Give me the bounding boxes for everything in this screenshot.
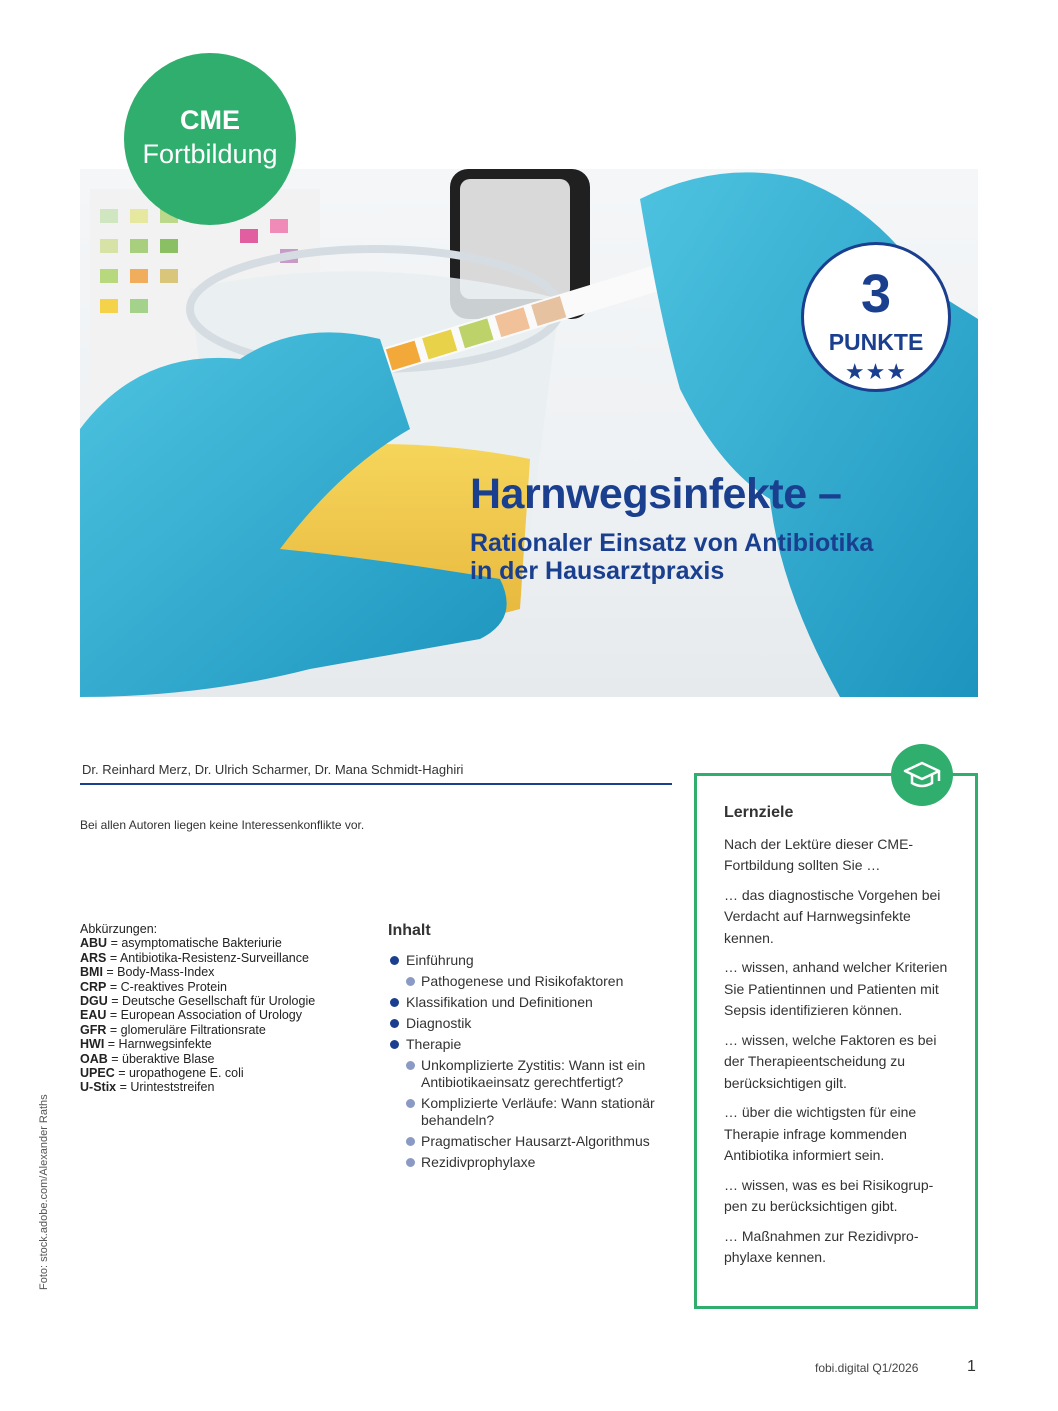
abbreviation-term: ARS <box>80 950 107 965</box>
abbreviations-heading: Abkürzungen: <box>80 922 158 936</box>
toc-item <box>388 1057 688 1091</box>
abbreviation-term: ABU <box>80 936 108 951</box>
points-badge <box>801 242 951 392</box>
article-title-block <box>470 470 873 585</box>
abbreviation-term: HWI <box>80 1037 105 1052</box>
toc-item <box>388 994 688 1011</box>
toc-item <box>388 973 688 990</box>
learning-objective: … wissen, was es bei Risikogruppen zu berücksichtigen gibt. <box>724 1176 934 1214</box>
cme-badge <box>124 53 296 225</box>
toc-item-label: Klassifikation und Definitionen <box>406 994 593 1010</box>
abbreviation-item <box>80 994 315 1008</box>
bullet-icon <box>406 1137 415 1146</box>
photo-credit: Foto: stock.adobe.com/Alexander Raths <box>38 1094 50 1290</box>
learning-objective: … über die wichtigsten für eine Therapie infrage kommenden Antibiotika informiert sein. <box>724 1104 917 1163</box>
abbreviation-term: GFR <box>80 1022 107 1037</box>
toc-item-label: Komplizierte Verläufe: Wann stationär behandeln? <box>421 1095 655 1128</box>
abbreviation-definition: = Body-Mass-Index <box>102 965 215 980</box>
abbreviation-item <box>80 1080 315 1094</box>
bullet-icon <box>406 977 415 986</box>
abbreviation-term: BMI <box>80 965 103 980</box>
toc-item <box>388 1095 688 1129</box>
bullet-icon <box>390 1040 399 1049</box>
table-of-contents <box>388 922 688 1175</box>
abbreviation-term: EAU <box>80 1008 107 1023</box>
toc-item-label: Unkomplizierte Zystitis: Wann ist ein Antibiotikaeinsatz gerechtfertigt? <box>421 1057 646 1090</box>
abbreviation-definition: = European Association of Urology <box>106 1008 303 1023</box>
toc-list <box>388 952 688 1171</box>
bullet-icon <box>390 956 399 965</box>
toc-item-label: Rezidivprophylaxe <box>421 1154 536 1170</box>
toc-item <box>388 1154 688 1171</box>
abbreviations <box>80 922 315 1095</box>
toc-item <box>388 1036 688 1053</box>
toc-item-label: Diagnostik <box>406 1015 472 1031</box>
article-subtitle <box>470 529 873 585</box>
points-label: PUNKTE <box>828 329 924 355</box>
abbreviation-definition: = Antibiotika-Resistenz-Surveillance <box>106 950 309 965</box>
bullet-icon <box>390 1019 399 1028</box>
article-title: Harnwegsinfekte – <box>470 470 842 518</box>
bullet-icon <box>406 1158 415 1167</box>
toc-item-label: Pragmatischer Hausarzt-Algorithmus <box>421 1133 650 1149</box>
toc-item-label: Einführung <box>406 952 474 968</box>
points-number: 3 <box>860 264 892 324</box>
bullet-icon <box>406 1061 415 1070</box>
cme-badge-line1: CME <box>180 105 240 135</box>
abbreviation-term: CRP <box>80 979 107 994</box>
learning-objective: … das diagnostische Vorgehen bei Verdacht auf Harnwegsinfekte kennen. <box>724 886 941 946</box>
abbreviation-item <box>80 980 315 994</box>
learning-objective: … wissen, anhand welcher Kriterien Sie Patientinnen und Patienten mit Sepsis identifizieren können. <box>724 959 948 1018</box>
abbreviation-definition: = uropathogene E. coli <box>114 1066 244 1081</box>
abbreviation-definition: = asymptomatische Bakteriurie <box>107 936 282 951</box>
abbreviation-definition: = C-reaktives Protein <box>106 979 227 994</box>
abbreviation-item <box>80 1052 315 1066</box>
learning-objectives <box>694 773 978 1309</box>
abbreviation-term: U-Stix <box>80 1080 117 1095</box>
toc-heading: Inhalt <box>388 922 431 939</box>
abbreviation-item <box>80 951 315 965</box>
footer-publication: fobi.digital Q1/2026 <box>815 1361 919 1375</box>
toc-item <box>388 1015 688 1032</box>
page-number: 1 <box>967 1358 976 1375</box>
abbreviation-item <box>80 1037 315 1051</box>
abbreviation-item <box>80 1066 315 1080</box>
abbreviation-item <box>80 965 315 979</box>
authors: Dr. Reinhard Merz, Dr. Ulrich Scharmer, Dr. Mana Schmidt-Haghiri <box>82 762 464 777</box>
graduation-cap-icon <box>891 744 953 806</box>
conflict-of-interest: Bei allen Autoren liegen keine Interessenkonflikte vor. <box>80 818 365 832</box>
bullet-icon <box>390 998 399 1007</box>
right-glove <box>640 172 978 697</box>
abbreviation-definition: = glomeruläre Filtrationsrate <box>106 1022 266 1037</box>
learning-objective: … Maßnahmen zur Rezidivprophylaxe kennen. <box>724 1227 919 1265</box>
toc-item-label: Therapie <box>406 1036 462 1052</box>
learning-objective: Nach der Lektüre dieser CME-Fortbildung sollten Sie … <box>724 835 914 873</box>
abbreviation-item <box>80 1023 315 1037</box>
stars-icon: ★★★ <box>844 359 908 384</box>
cme-badge-line2: Fortbildung <box>142 139 278 169</box>
toc-item <box>388 952 688 969</box>
abbreviation-item <box>80 1008 315 1022</box>
bullet-icon <box>406 1099 415 1108</box>
abbreviation-definition: = Deutsche Gesellschaft für Urologie <box>107 994 316 1009</box>
abbreviation-definition: = Harnwegsinfekte <box>104 1037 212 1052</box>
article-subtitle-line1: Rationaler Einsatz von Antibiotika <box>470 529 874 557</box>
abbreviation-item <box>80 936 315 950</box>
abbreviation-term: UPEC <box>80 1066 115 1081</box>
learning-objectives-heading: Lernziele <box>724 804 794 821</box>
authors-divider <box>80 783 672 785</box>
abbreviation-term: OAB <box>80 1051 108 1066</box>
abbreviation-term: DGU <box>80 994 108 1009</box>
toc-item-label: Pathogenese und Risikofaktoren <box>421 973 624 989</box>
abbreviation-definition: = überaktive Blase <box>107 1051 215 1066</box>
article-subtitle-line2: in der Hausarztpraxis <box>470 557 725 585</box>
learning-objective: … wissen, welche Faktoren es bei der Therapieentscheidung zu berücksichtigen gilt. <box>724 1031 937 1091</box>
toc-item <box>388 1133 688 1150</box>
abbreviation-definition: = Urinteststreifen <box>116 1080 215 1095</box>
